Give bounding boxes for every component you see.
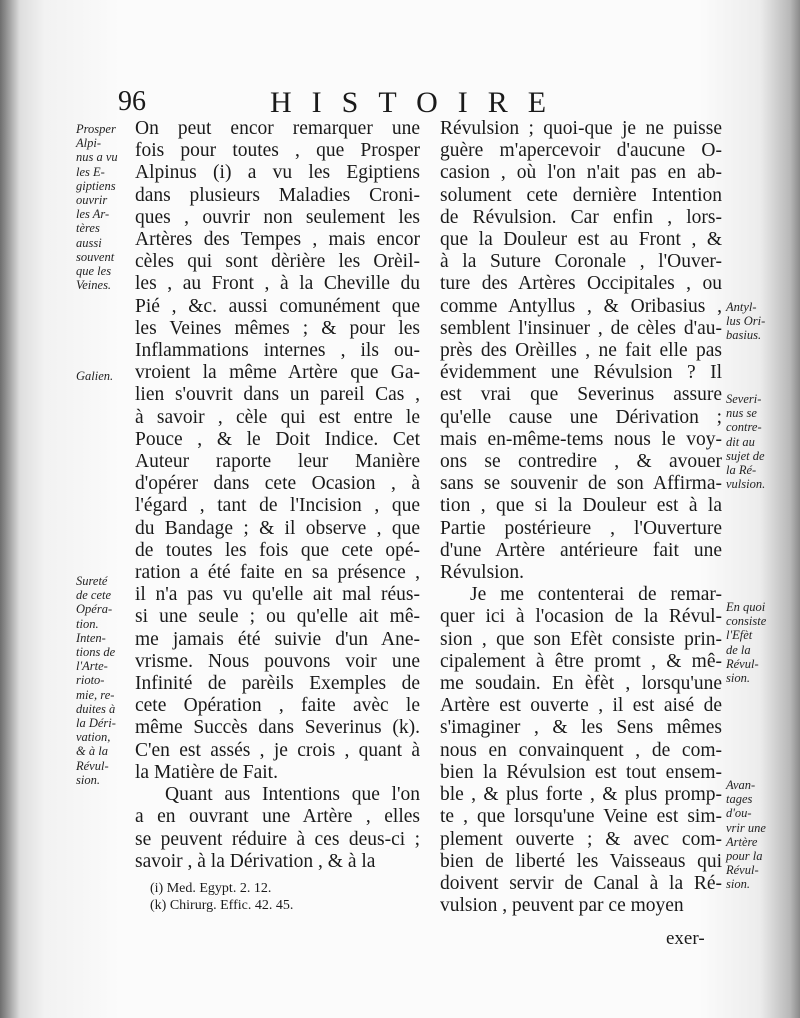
- margin-note-line: Severi-: [726, 392, 762, 406]
- margin-note-line: mie, re-: [76, 687, 115, 702]
- text-line: Inflammations internes , ils ou-: [135, 340, 420, 362]
- text-line: bien de liberté les Vaisseaus qui: [440, 850, 722, 872]
- text-line: Partie postérieure , l'Ouverture: [440, 517, 722, 539]
- page-number: 96: [118, 86, 146, 117]
- footnotes: [150, 880, 293, 914]
- margin-note-line: duites à: [76, 701, 116, 716]
- text-line: se peuvent réduire à ces deus-ci ;: [135, 828, 420, 850]
- right-text-column: [440, 118, 722, 917]
- margin-note-efet-revulsion: [726, 600, 766, 685]
- text-line: Quant aus Intentions que l'on: [165, 784, 420, 806]
- margin-note-line: dit au: [726, 434, 755, 449]
- text-line: te , que lorsqu'une Veine est sim-: [440, 806, 722, 828]
- margin-note-antyllus-oribasius: [726, 300, 765, 343]
- margin-note-line: les Ar-: [76, 207, 110, 222]
- margin-note-line: contre-: [726, 420, 762, 435]
- text-line: On peut encor remarquer une: [135, 118, 420, 139]
- text-line: Je me contenterai de remar-: [470, 584, 722, 606]
- margin-note-line: giptiens: [76, 178, 116, 193]
- margin-note-line: d'ou-: [726, 806, 752, 821]
- text-line: cèles qui sont dèrière les Orèil-: [135, 251, 420, 273]
- text-line: savoir , à la Dérivation , & à la: [135, 850, 376, 872]
- text-line: Auteur raporte leur Manière: [135, 451, 420, 473]
- margin-note-line: sion.: [76, 772, 100, 787]
- margin-note-surete-operation: [76, 574, 116, 787]
- running-title: HISTOIRE: [270, 86, 567, 119]
- text-line: sion , que son Efèt consiste prin-: [440, 628, 722, 650]
- footnote-i: (i) Med. Egypt. 2. 12.: [150, 881, 272, 896]
- text-line: nous en convainquent , de com-: [440, 739, 722, 761]
- text-line: ble , & plus forte , & plus promp-: [440, 784, 722, 806]
- text-line: cipalement à être promt , & mê-: [440, 650, 722, 672]
- margin-note-line: de cete: [76, 588, 112, 603]
- margin-note-line: tages: [726, 792, 753, 807]
- text-line: Artère est ouverte , il est aisé de: [440, 695, 722, 717]
- left-text-column: [135, 118, 420, 873]
- text-line: ques , ouvrir non seulement les: [135, 206, 420, 228]
- text-line: Pié , &c. aussi comunément que: [135, 295, 420, 317]
- text-line: comme Antyllus , & Oribasius ,: [440, 295, 722, 317]
- text-line: Alpinus (i) a vu les Egiptiens: [135, 162, 420, 184]
- margin-note-line: l'Efèt: [726, 628, 753, 643]
- margin-note-line: ouvrir: [76, 193, 108, 208]
- text-line: a en ouvrant une Artère , elles: [135, 806, 420, 828]
- text-line: à savoir , cèle qui est entre le: [135, 406, 420, 428]
- text-line: ons se contredire , & avouer: [440, 451, 722, 473]
- text-line: cete Opération , faite avèc le: [135, 695, 420, 717]
- text-line: mais en-même-tems nous le voy-: [440, 428, 722, 450]
- margin-note-line: & à la: [76, 744, 108, 759]
- text-line: Infinité de parèils Exemples de: [135, 673, 420, 695]
- catchword: exer-: [666, 928, 705, 949]
- margin-note-line: vation,: [76, 730, 111, 745]
- text-line: dans plusieurs Maladies Croni-: [135, 184, 420, 206]
- text-line: Pouce , & le Doit Indice. Cet: [135, 428, 420, 450]
- text-line: près des Orèilles , ne fait elle pas: [440, 340, 722, 362]
- margin-note-line: vulsion.: [726, 477, 766, 492]
- margin-note-line: consiste: [726, 614, 767, 629]
- text-line: que la Douleur est au Front , &: [440, 229, 722, 251]
- margin-note-line: Prosper: [76, 122, 116, 136]
- text-line: est vrai que Severinus assure: [440, 384, 722, 406]
- text-line: casion , où l'on n'ait pas en ab-: [440, 162, 722, 184]
- margin-note-avantages: [726, 778, 766, 892]
- text-line: bien la Révulsion est tout ensem-: [440, 761, 722, 783]
- text-line: me jamais été suivie d'un Ane-: [135, 628, 420, 650]
- margin-note-line: Veines.: [76, 278, 112, 293]
- margin-note-line: tères: [76, 221, 100, 236]
- margin-note-line: Révul-: [726, 863, 759, 878]
- margin-note-line: tion.: [76, 616, 99, 631]
- margin-note-line: Artère: [726, 834, 758, 849]
- text-line: d'opérer dans cete Ocasion , à: [135, 473, 420, 495]
- margin-note-severinus: [726, 392, 765, 491]
- text-line: il n'a pas vu qu'elle ait mal réus-: [135, 584, 420, 606]
- text-line: de toutes les fois que cete opé-: [135, 539, 420, 561]
- margin-note-line: rioto-: [76, 673, 105, 688]
- text-line: vroient la même Artère que Ga-: [135, 362, 420, 384]
- margin-note-line: sujet de: [726, 448, 765, 463]
- margin-note-line: Alpi-: [76, 136, 101, 151]
- margin-note-line: que les: [76, 264, 112, 279]
- text-line: les , au Front , à la Cheville du: [135, 273, 420, 295]
- margin-note-line: souvent: [76, 249, 115, 264]
- text-line: plement ouverte ; & avec com-: [440, 828, 722, 850]
- text-line: Révulsion.: [440, 562, 524, 584]
- margin-note-line: En quoi: [726, 600, 766, 614]
- text-line: lien s'ouvrit dans un pareil Cas ,: [135, 384, 420, 406]
- margin-note-line: Sureté: [76, 574, 108, 588]
- margin-note-line: aussi: [76, 235, 102, 250]
- text-line: du Bandage ; & il observe , que: [135, 517, 420, 539]
- text-line: ture des Artères Occipitales , ou: [440, 273, 722, 295]
- text-line: semblent l'insinuer , de cèles d'au-: [440, 317, 722, 339]
- text-line: qu'elle cause une Dérivation ;: [440, 406, 722, 428]
- margin-note-line: vrir une: [726, 820, 766, 835]
- margin-note-line: sion.: [726, 671, 750, 686]
- margin-note-line: Antyl-: [726, 300, 757, 314]
- margin-note-line: nus a vu: [76, 150, 118, 165]
- text-line: la Matière de Fait.: [135, 761, 278, 783]
- text-line: d'une Artère antérieure fait une: [440, 539, 722, 561]
- text-line: les Veines mêmes ; & pour les: [135, 317, 420, 339]
- text-line: l'égard , tant de l'Incision , que: [135, 495, 420, 517]
- text-line: solument cete dernière Intention: [440, 184, 722, 206]
- margin-note-line: la Ré-: [726, 463, 757, 478]
- text-line: quer ici à l'ocasion de la Révul-: [440, 606, 722, 628]
- margin-note-prosper-alpinus: [76, 122, 118, 292]
- text-line: sans se souvenir de son Affirma-: [440, 473, 722, 495]
- text-line: Artères des Tempes , mais encor: [135, 229, 420, 251]
- text-line: guère m'apercevoir d'aucune O-: [440, 140, 722, 162]
- text-line: tion , que si la Douleur est à la: [440, 495, 722, 517]
- text-line: vrisme. Nous pouvons voir une: [135, 650, 420, 672]
- margin-note-line: pour la: [726, 849, 763, 864]
- text-line: si une seule ; ou qu'elle ait mê-: [135, 606, 420, 628]
- text-line: à la Suture Coronale , l'Ouver-: [440, 251, 722, 273]
- margin-note-line: Révul-: [76, 758, 109, 773]
- text-line: ration a été faite en sa présence ,: [135, 562, 420, 584]
- margin-note-line: la Déri-: [76, 716, 116, 731]
- footnote-k: (k) Chirurg. Effic. 42. 45.: [150, 898, 294, 913]
- text-line: évidemment une Révulsion ? Il: [440, 362, 722, 384]
- margin-note-line: basius.: [726, 328, 762, 343]
- text-line: de Révulsion. Car enfin , lors-: [440, 206, 722, 228]
- margin-note-line: les E-: [76, 164, 105, 179]
- text-line: même Succès dans Severinus (k).: [135, 717, 420, 739]
- margin-note-line: nus se: [726, 406, 757, 421]
- margin-note-galien: [76, 369, 113, 383]
- margin-note-line: tions de: [76, 645, 116, 660]
- text-line: Révulsion ; quoi-que je ne puisse: [440, 118, 722, 139]
- margin-note-line: Opéra-: [76, 602, 113, 617]
- text-line: C'en est assés , je crois , quant à: [135, 739, 420, 761]
- margin-note-line: sion.: [726, 877, 750, 892]
- margin-note-line: de la: [726, 642, 751, 657]
- margin-note-line: Inten-: [76, 630, 106, 645]
- margin-note-line: lus Ori-: [726, 314, 766, 329]
- margin-note-line: Avan-: [726, 778, 756, 792]
- margin-note-line: Révul-: [726, 656, 759, 671]
- text-line: doivent servir de Canal à la Ré-: [440, 872, 722, 894]
- text-line: me soudain. En èfèt , lorsqu'une: [440, 673, 722, 695]
- text-line: fois pour toutes , que Prosper: [135, 140, 420, 162]
- margin-note-line: l'Arte-: [76, 659, 108, 674]
- margin-note-line: Galien.: [76, 369, 114, 383]
- text-line: s'imaginer , & les Sens mêmes: [440, 717, 722, 739]
- text-line: vulsion , peuvent par ce moyen: [440, 895, 684, 917]
